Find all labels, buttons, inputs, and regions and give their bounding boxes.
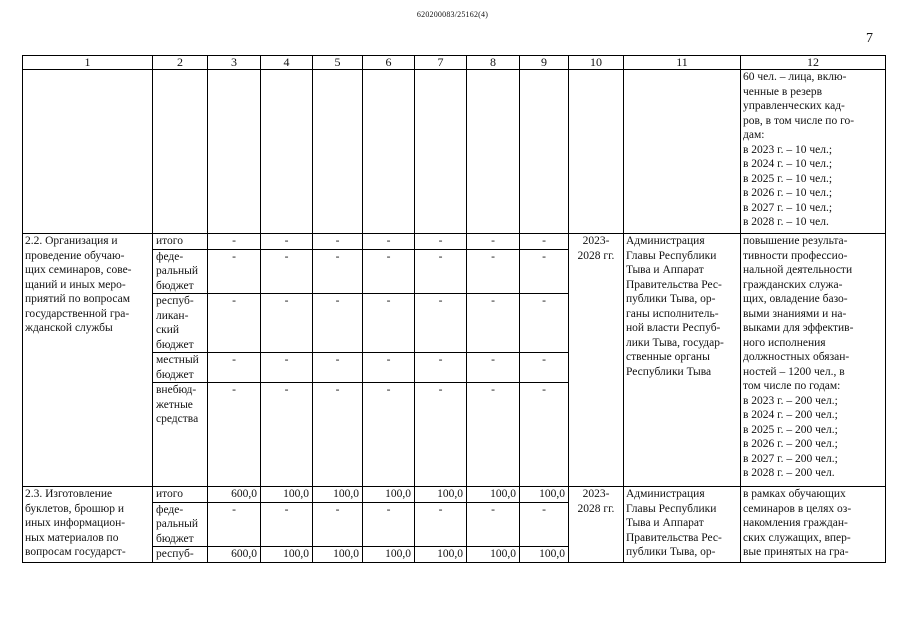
column-number: 3 [208, 56, 261, 70]
responsible-executor: Администрация Главы Республики Тыва и Аппарат Правительства Рес- публики Тыва, ор- [624, 487, 741, 563]
amount-cell: - [467, 234, 520, 250]
amount-cell: 100,0 [261, 547, 313, 563]
amount-cell: - [363, 502, 415, 547]
funding-source: феде- ральный бюджет [153, 502, 208, 547]
measure-name: 2.3. Изготовление буклетов, брошюр и иных информацион- ных материалов по вопросам государст- [23, 487, 153, 563]
amount-cell: - [363, 249, 415, 294]
amount-cell: - [208, 234, 261, 250]
amount-cell: - [363, 383, 415, 487]
funding-source: респуб- [153, 547, 208, 563]
amount-cell: 100,0 [520, 487, 569, 503]
column-number: 8 [467, 56, 520, 70]
amount-cell: - [313, 249, 363, 294]
amount-cell: - [261, 502, 313, 547]
amount-cell: - [520, 249, 569, 294]
amount-cell: - [261, 383, 313, 487]
amount-cell: - [415, 249, 467, 294]
amount-cell: - [467, 502, 520, 547]
implementation-period: 2023- 2028 гг. [569, 487, 624, 563]
amount-cell: - [261, 353, 313, 383]
amount-cell: 100,0 [415, 487, 467, 503]
amount-cell: - [261, 249, 313, 294]
column-number: 4 [261, 56, 313, 70]
amount-cell: - [208, 353, 261, 383]
amount-cell: - [363, 234, 415, 250]
amount-cell: - [363, 294, 415, 353]
amount-cell: - [313, 502, 363, 547]
funding-source: итого [153, 234, 208, 250]
amount-cell: - [208, 249, 261, 294]
expected-result: повышение результа- тивности профессио- нальной деятельности гражданских служа- щих, овладение базо- выми знаниями и на- выками для эффектив- ного исполнения должностных обязан- ностей – 1200 чел., в том числе по годам: в 2023 г. – 200 чел.; в 2024 г. – 200 чел.; в 2025 г. – 200 чел.; в 2026 г. – 200 чел.; в 2027 г. – 200 чел.; в 2028 г. – 200 чел. [741, 234, 886, 487]
amount-cell: 100,0 [363, 487, 415, 503]
amount-cell: - [467, 383, 520, 487]
expected-result: 60 чел. – лица, вклю- ченные в резерв управленческих кад- ров, в том числе по го- дам: в 2023 г. – 10 чел.; в 2024 г. – 10 чел.; в 2025 г. – 10 чел.; в 2026 г. – 10 чел.; в 2027 г. – 10 чел.; в 2028 г. – 10 чел. [741, 70, 886, 234]
amount-cell: - [415, 234, 467, 250]
amount-cell: - [520, 294, 569, 353]
table-row [23, 487, 886, 503]
amount-cell: 100,0 [467, 547, 520, 563]
amount-cell: - [415, 502, 467, 547]
amount-cell: - [313, 353, 363, 383]
amount-cell: - [467, 353, 520, 383]
table-row [23, 234, 886, 250]
funding-source: респуб- ликан- ский бюджет [153, 294, 208, 353]
implementation-period: 2023- 2028 гг. [569, 234, 624, 487]
amount-cell: 100,0 [520, 547, 569, 563]
expected-result: в рамках обучающих семинаров в целях оз- накомления граждан- ских служащих, впер- вые принятых на гра- [741, 487, 886, 563]
amount-cell: 100,0 [313, 547, 363, 563]
amount-cell: - [415, 353, 467, 383]
amount-cell: 100,0 [363, 547, 415, 563]
column-number: 11 [624, 56, 741, 70]
amount-cell: 100,0 [467, 487, 520, 503]
responsible-executor: Администрация Главы Республики Тыва и Аппарат Правительства Рес- публики Тыва, ор- ганы исполнитель- ной власти Респуб- лики Тыва, государ- ственные органы Республики Тыва [624, 234, 741, 487]
amount-cell: 100,0 [415, 547, 467, 563]
amount-cell: - [520, 234, 569, 250]
column-number: 12 [741, 56, 886, 70]
amount-cell: - [467, 249, 520, 294]
amount-cell: - [208, 502, 261, 547]
amount-cell: 600,0 [208, 547, 261, 563]
amount-cell: - [313, 294, 363, 353]
amount-cell: - [520, 353, 569, 383]
measure-name: 2.2. Организация и проведение обучаю- щих семинаров, сове- щаний и иных меро- приятий по вопросам государственной гра- жданской службы [23, 234, 153, 487]
amount-cell: - [313, 234, 363, 250]
amount-cell: - [467, 294, 520, 353]
amount-cell: - [208, 294, 261, 353]
column-number: 1 [23, 56, 153, 70]
continuation-row [23, 70, 886, 234]
amount-cell: - [520, 502, 569, 547]
amount-cell: - [208, 383, 261, 487]
funding-source: внебюд- жетные средства [153, 383, 208, 487]
funding-source: феде- ральный бюджет [153, 249, 208, 294]
column-number: 5 [313, 56, 363, 70]
document-id: 620200083/25162(4) [416, 10, 489, 19]
amount-cell: - [363, 353, 415, 383]
column-number: 6 [363, 56, 415, 70]
funding-source: итого [153, 487, 208, 503]
amount-cell: - [261, 294, 313, 353]
amount-cell: 600,0 [208, 487, 261, 503]
amount-cell: - [415, 383, 467, 487]
funding-source: местный бюджет [153, 353, 208, 383]
program-table [22, 55, 886, 563]
amount-cell: - [313, 383, 363, 487]
amount-cell: - [261, 234, 313, 250]
amount-cell: - [520, 383, 569, 487]
column-number: 2 [153, 56, 208, 70]
column-number: 9 [520, 56, 569, 70]
amount-cell: 100,0 [313, 487, 363, 503]
amount-cell: 100,0 [261, 487, 313, 503]
page-number: 7 [866, 31, 873, 46]
column-number: 10 [569, 56, 624, 70]
column-number-row [23, 56, 886, 70]
column-number: 7 [415, 56, 467, 70]
amount-cell: - [415, 294, 467, 353]
